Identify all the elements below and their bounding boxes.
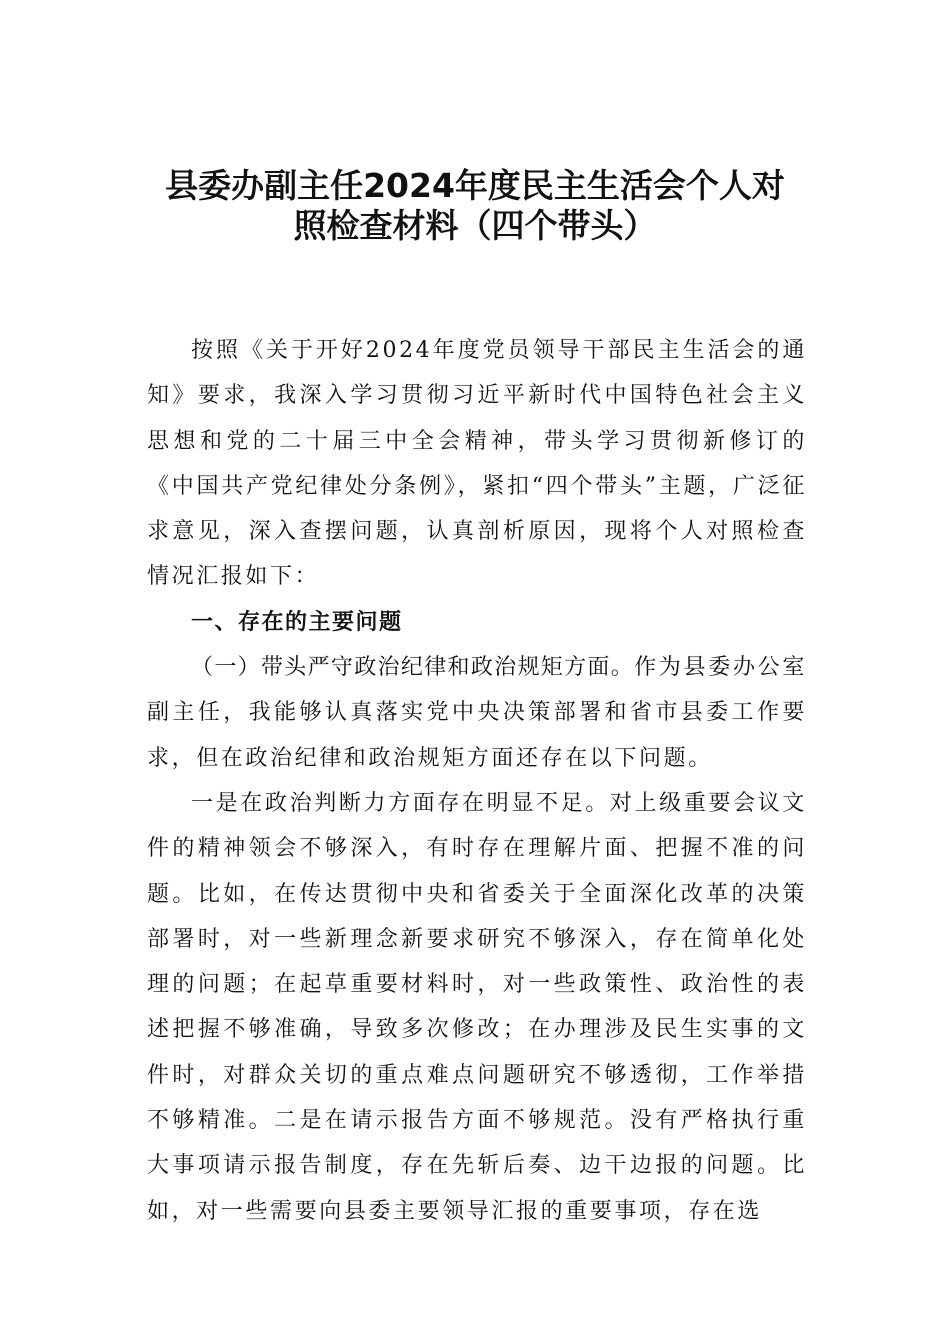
- section-heading: [147, 600, 807, 645]
- subsection-heading: （一）带头严守政治纪律和政治规矩方面。: [191, 655, 635, 681]
- intro-paragraph: 按照《关于开好2024年度党员领导干部民主生活会的通知》要求，我深入学习贯彻习近平新时代中国特色社会主义思想和党的二十届三中全会精神，带头学习贯彻新修订的《中国共产党纪律处分条例》，紧扣“四个带头”主题，广泛征求意见，深入查摆问题，认真剖析原因，现将个人对照检查情况汇报如下：: [147, 338, 807, 590]
- document-title-line-2: 照检查材料（四个带头）: [293, 206, 657, 245]
- document-body: [147, 328, 807, 1234]
- document-title-line-1: 县委办副主任2024年度民主生活会个人对: [165, 166, 785, 205]
- body-paragraph: 一是在政治判断力方面存在明显不足。对上级重要会议文件的精神领会不够深入，有时存在理解片面、把握不准的问题。比如，在传达贯彻中央和省委关于全面深化改革的决策部署时，对一些新理念新要求研究不够深入，存在简单化处理的问题；在起草重要材料时，对一些政策性、政治性的表述把握不够准确，导致多次修改；在办理涉及民生实事的文件时，对群众关切的重点难点问题研究不够透彻，工作举措不够精准。二是在请示报告方面不够规范。没有严格执行重大事项请示报告制度，存在先斩后奏、边干边报的问题。比如，对一些需要向县委主要领导汇报的重要事项，存在选: [147, 790, 807, 1224]
- subsection-paragraph: [147, 645, 807, 781]
- subsection-text: 作为县委办公室副主任，我能够认真落实党中央决策部署和省市县委工作要求，但在政治纪律和政治规矩方面还存在以下问题。: [147, 655, 807, 771]
- section-heading-text: 一、存在的主要问题: [191, 609, 403, 635]
